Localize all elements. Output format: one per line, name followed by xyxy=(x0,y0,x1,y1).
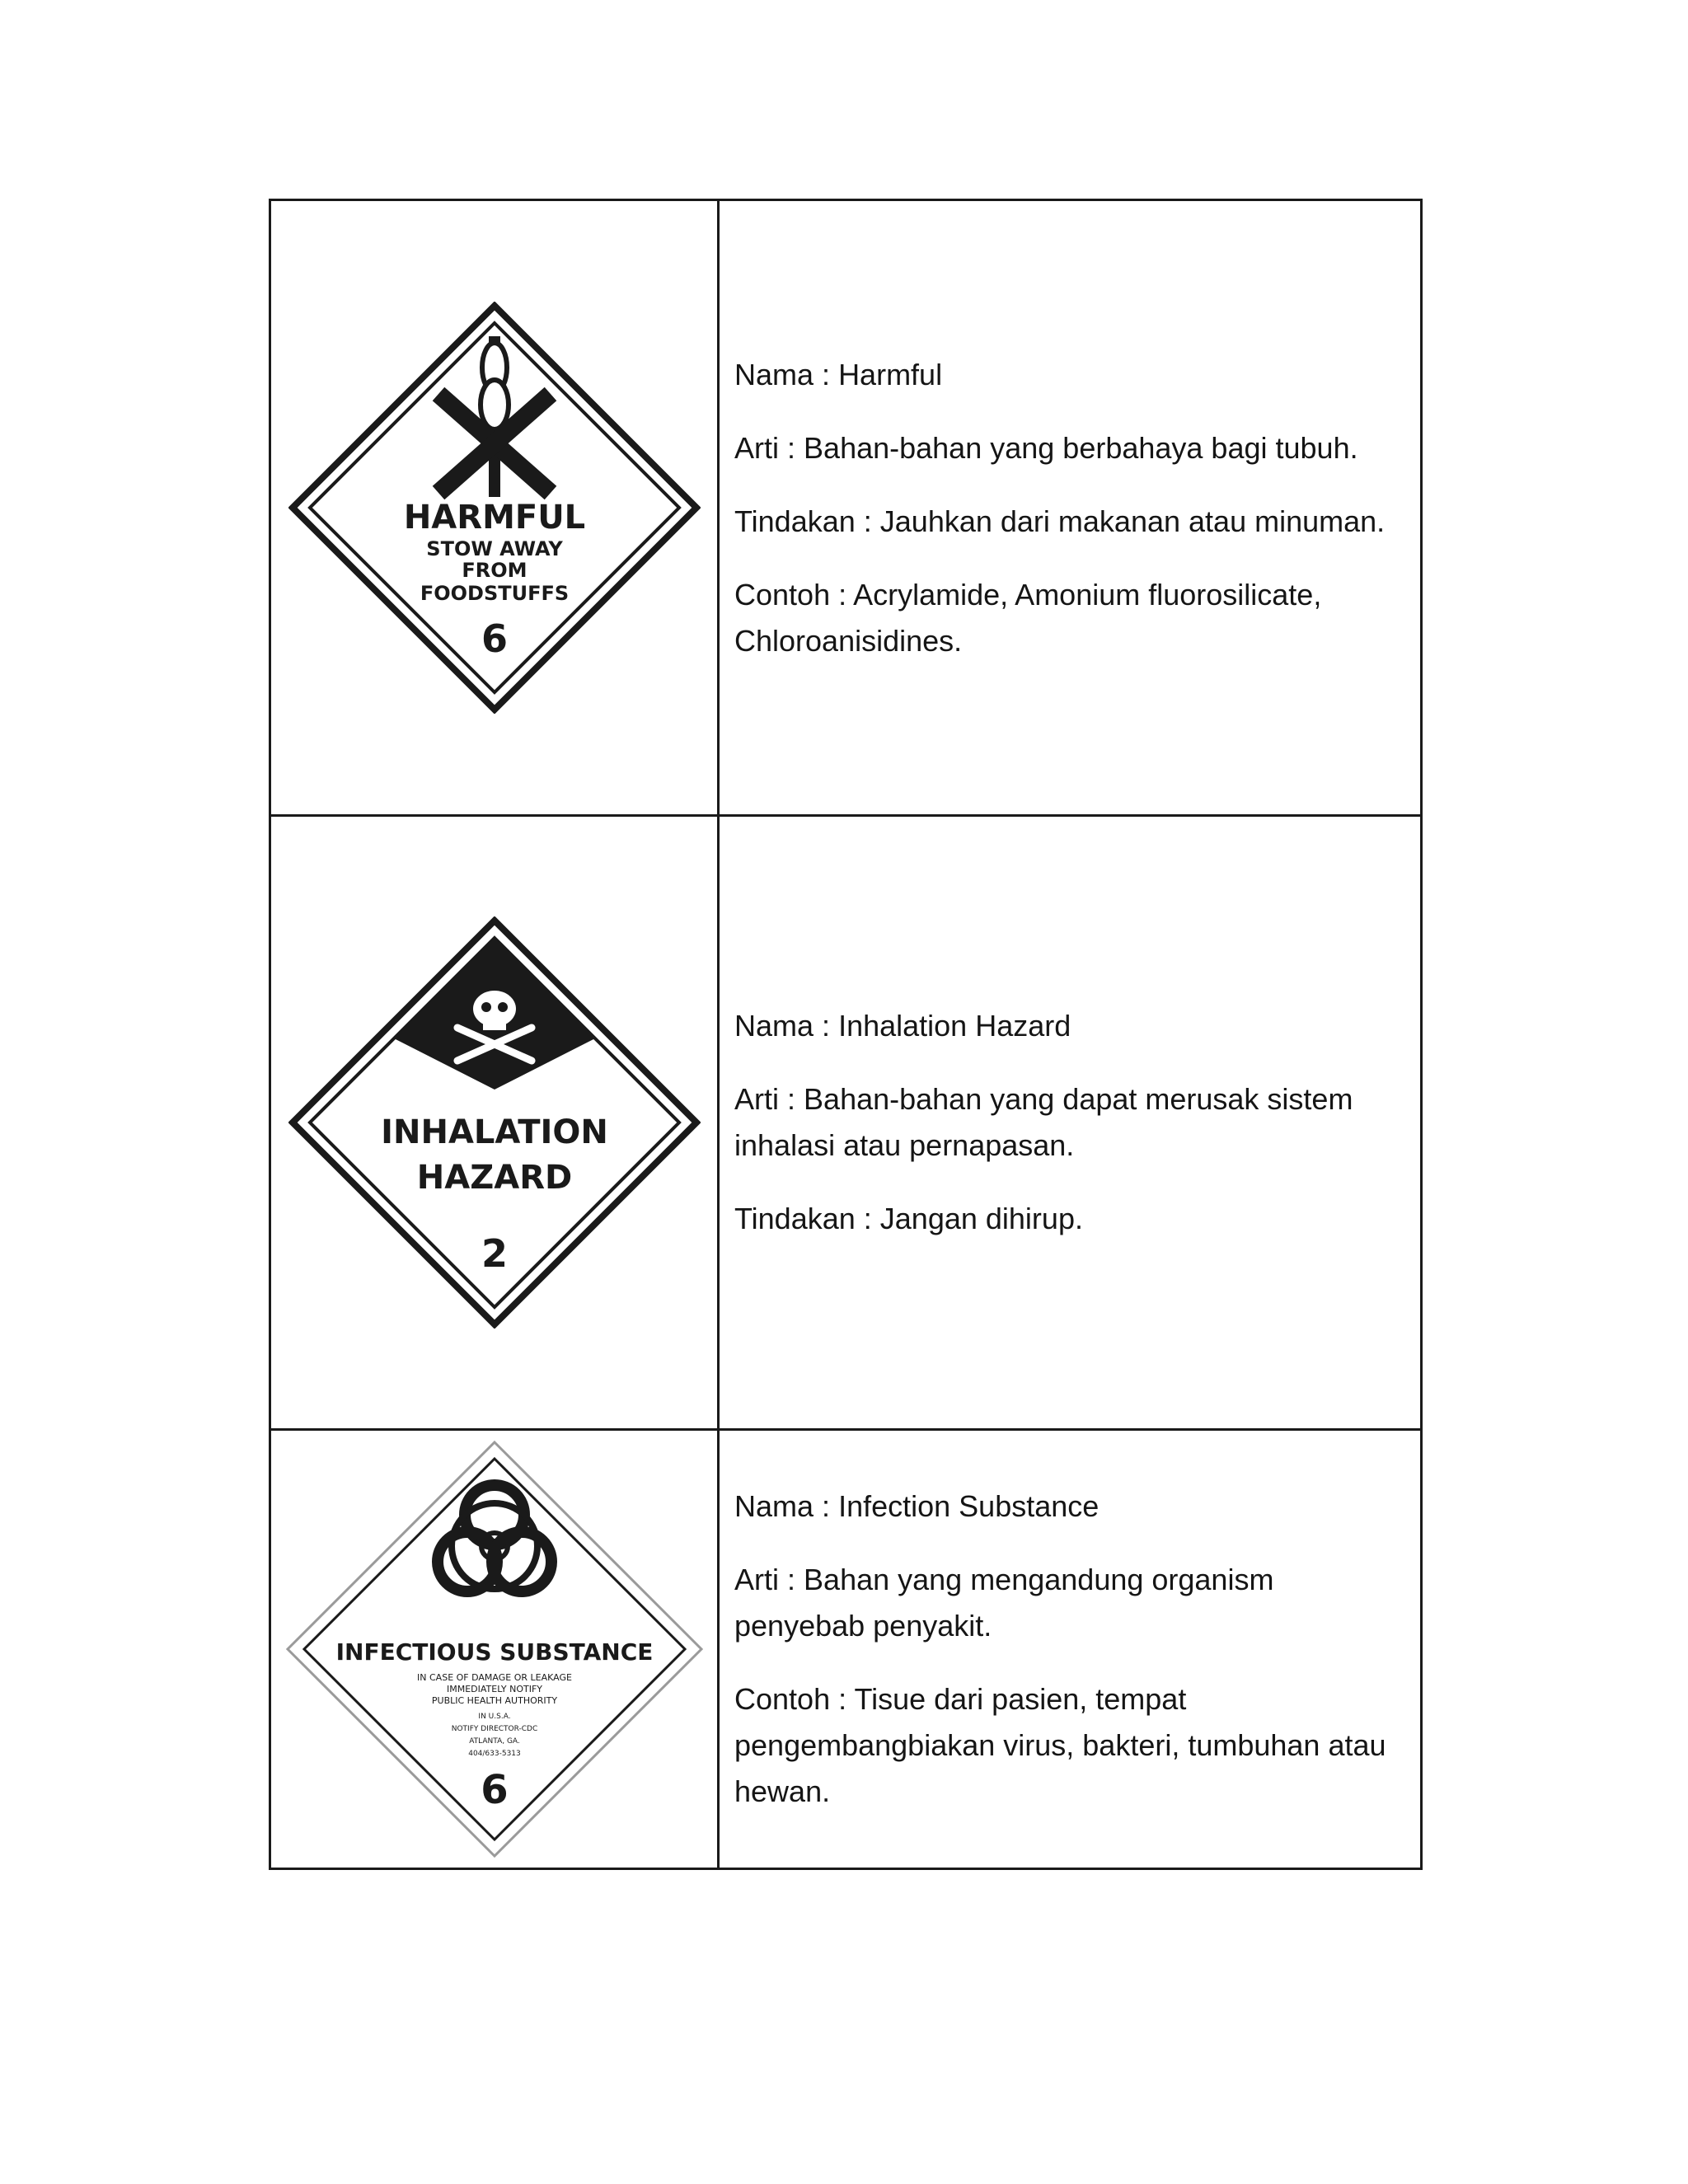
sign-small-line: IN U.S.A. xyxy=(477,1713,511,1721)
arti-value: Bahan yang mengandung organism penyebab penyakit. xyxy=(734,1563,1274,1643)
nama-value: Infection Substance xyxy=(838,1489,1100,1523)
contoh-paragraph xyxy=(734,572,1409,664)
description-cell xyxy=(719,200,1422,816)
nama-label: Nama : xyxy=(734,1009,831,1043)
infectious-substance-sign xyxy=(284,1439,705,1859)
inhalation-hazard-sign xyxy=(288,916,701,1329)
sign-small-line: PUBLIC HEALTH AUTHORITY xyxy=(431,1695,557,1706)
tindakan-paragraph xyxy=(734,1196,1409,1242)
nama-label: Nama : xyxy=(734,357,831,391)
class-number: 6 xyxy=(481,616,508,661)
tindakan-value: Jauhkan dari makanan atau minuman. xyxy=(879,504,1386,538)
sign-line: HAZARD xyxy=(416,1159,572,1197)
sign-line: INFECTIOUS SUBSTANCE xyxy=(335,1638,653,1666)
table-row xyxy=(270,200,1422,816)
sign-small-line: ATLANTA, GA. xyxy=(468,1737,520,1746)
contoh-label: Contoh : xyxy=(734,577,847,612)
arti-label: Arti : xyxy=(734,430,796,465)
arti-label: Arti : xyxy=(734,1563,796,1596)
harmful-sign xyxy=(288,302,701,714)
nama-paragraph xyxy=(734,1483,1409,1530)
sign-small-line: NOTIFY DIRECTOR-CDC xyxy=(451,1725,537,1733)
nama-paragraph xyxy=(734,1003,1409,1049)
sign-small-line: IN CASE OF DAMAGE OR LEAKAGE xyxy=(416,1672,572,1683)
tindakan-label: Tindakan : xyxy=(734,504,872,538)
table-row xyxy=(270,1430,1422,1869)
class-number: 6 xyxy=(480,1767,509,1813)
arti-label: Arti : xyxy=(734,1082,796,1116)
arti-paragraph xyxy=(734,425,1409,471)
arti-value: Bahan-bahan yang berbahaya bagi tubuh. xyxy=(804,430,1358,465)
sign-cell xyxy=(270,1430,719,1869)
nama-value: Inhalation Hazard xyxy=(838,1009,1071,1043)
nama-value: Harmful xyxy=(838,357,943,391)
sign-line: FOODSTUFFS xyxy=(420,582,569,605)
tindakan-paragraph xyxy=(734,499,1409,545)
sign-line: STOW AWAY xyxy=(425,537,563,560)
description-cell xyxy=(719,1430,1422,1869)
nama-paragraph xyxy=(734,352,1409,398)
tindakan-label: Tindakan : xyxy=(734,1202,872,1235)
sign-small-line: 404/633-5313 xyxy=(467,1750,521,1758)
arti-value: Bahan-bahan yang dapat merusak sistem inhalasi atau pernapasan. xyxy=(734,1082,1353,1162)
contoh-value: Acrylamide, Amonium fluorosilicate, Chloroanisidines. xyxy=(734,577,1322,658)
table-row xyxy=(270,816,1422,1430)
contoh-value: Tisue dari pasien, tempat pengembangbiakan virus, bakteri, tumbuhan atau hewan. xyxy=(734,1682,1386,1808)
sign-cell xyxy=(270,816,719,1430)
tindakan-value: Jangan dihirup. xyxy=(879,1202,1083,1235)
description-cell xyxy=(719,816,1422,1430)
sign-line: FROM xyxy=(461,559,528,582)
sign-line: HARMFUL xyxy=(403,499,585,537)
nama-label: Nama : xyxy=(734,1489,831,1523)
sign-small-line: IMMEDIATELY NOTIFY xyxy=(446,1684,542,1694)
arti-paragraph xyxy=(734,1557,1409,1649)
sign-cell xyxy=(270,200,719,816)
arti-paragraph xyxy=(734,1076,1409,1169)
contoh-paragraph xyxy=(734,1676,1409,1815)
class-number: 2 xyxy=(481,1231,508,1276)
sign-line: INHALATION xyxy=(380,1113,608,1151)
hazard-symbol-table xyxy=(269,199,1423,1870)
contoh-label: Contoh : xyxy=(734,1682,847,1716)
